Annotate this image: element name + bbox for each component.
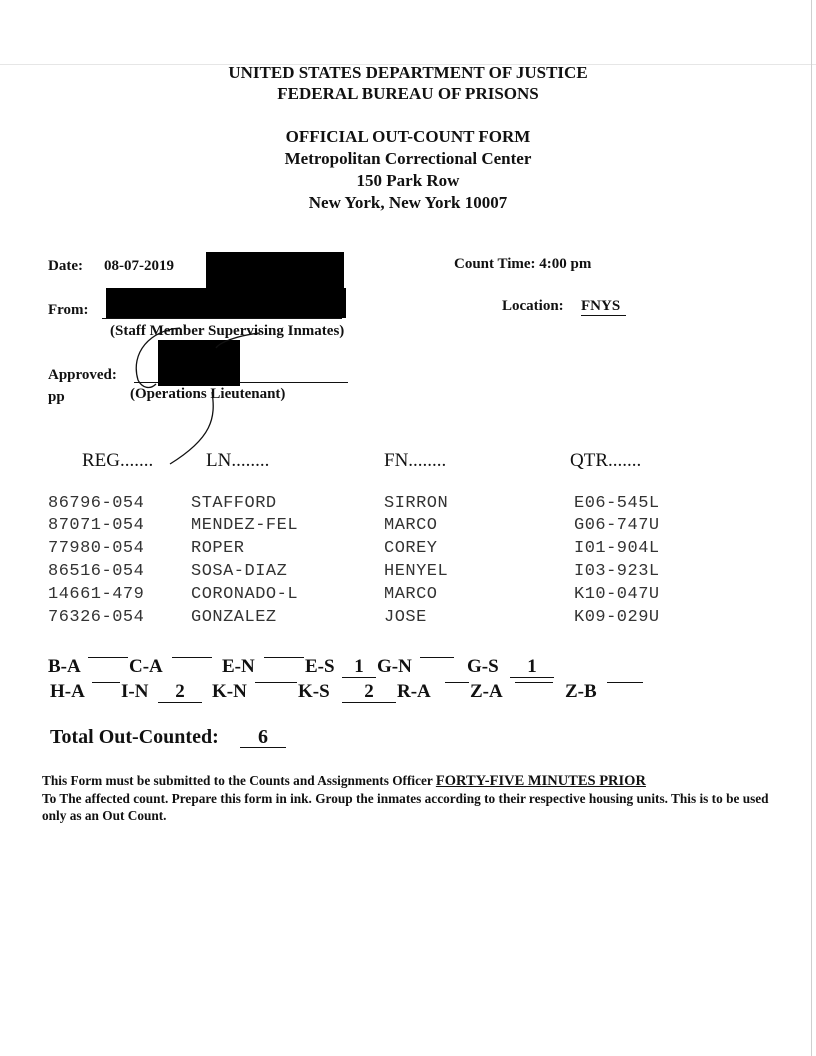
quarters: I03-923L — [574, 562, 660, 581]
pp-label: pp — [48, 389, 65, 405]
footer-text-a: This Form must be submitted to the Counts and Assignments Officer — [42, 773, 436, 788]
housing-label-k-s: K-S — [298, 681, 330, 702]
housing-value-z-a — [515, 682, 553, 683]
housing-value-k-n — [255, 682, 297, 683]
housing-value-e-n — [264, 657, 304, 658]
reg-number: 77980-054 — [48, 539, 145, 558]
last-name: STAFFORD — [191, 494, 277, 513]
approved-label: Approved: — [48, 367, 117, 383]
quarters: I01-904L — [574, 539, 660, 558]
quarters: E06-545L — [574, 494, 660, 513]
housing-value-i-n: 2 — [158, 682, 202, 703]
table-row — [0, 585, 816, 607]
housing-label-b-a: B-A — [48, 656, 81, 677]
housing-value-r-a — [445, 682, 469, 683]
facility-address-line2: New York, New York 10007 — [308, 193, 508, 212]
first-name: MARCO — [384, 585, 438, 604]
housing-label-e-n: E-N — [222, 656, 255, 677]
table-row — [0, 608, 816, 630]
quarters: G06-747U — [574, 516, 660, 535]
header-department: UNITED STATES DEPARTMENT OF JUSTICE — [228, 63, 588, 82]
staff-caption: (Staff Member Supervising Inmates) — [110, 323, 345, 339]
housing-label-i-n: I-N — [121, 681, 149, 702]
housing-label-k-n: K-N — [212, 681, 247, 702]
housing-label-e-s: E-S — [305, 656, 335, 677]
footer-text-b: To The affected count. Prepare this form in ink. Group the inmates according to their respective housing units. This is to be used only as an Out Count. — [42, 791, 769, 823]
lieutenant-caption: (Operations Lieutenant) — [130, 386, 286, 402]
count-time-label: Count Time: 4:00 pm — [454, 256, 592, 272]
location-label: Location: — [502, 298, 564, 314]
facility-address-line1: 150 Park Row — [356, 171, 460, 190]
quarters: K10-047U — [574, 585, 660, 604]
facility-name: Metropolitan Correctional Center — [284, 149, 532, 168]
redaction-block-from — [106, 288, 346, 318]
housing-label-z-a: Z-A — [470, 681, 503, 702]
total-value: 6 — [240, 727, 286, 748]
from-label: From: — [48, 302, 89, 318]
housing-label-h-a: H-A — [50, 681, 85, 702]
first-name: MARCO — [384, 516, 438, 535]
reg-number: 86796-054 — [48, 494, 145, 513]
housing-label-c-a: C-A — [129, 656, 163, 677]
col-header-qtr: QTR....... — [570, 450, 642, 471]
last-name: SOSA-DIAZ — [191, 562, 288, 581]
housing-label-z-b: Z-B — [565, 681, 597, 702]
housing-value-g-n — [420, 657, 454, 658]
last-name: CORONADO-L — [191, 585, 299, 604]
total-label: Total Out-Counted: — [50, 726, 219, 748]
housing-value-b-a — [88, 657, 128, 658]
table-row — [0, 562, 816, 584]
signature-scribble — [120, 318, 260, 468]
housing-value-c-a — [172, 657, 212, 658]
reg-number: 14661-479 — [48, 585, 145, 604]
date-label: Date: — [48, 258, 83, 274]
footer-notice — [42, 772, 782, 824]
last-name: ROPER — [191, 539, 245, 558]
location-value: FNYS — [581, 298, 626, 316]
form-title: OFFICIAL OUT-COUNT FORM — [285, 127, 531, 146]
table-row — [0, 539, 816, 561]
reg-number: 87071-054 — [48, 516, 145, 535]
housing-value-h-a — [92, 682, 120, 683]
header-bureau: FEDERAL BUREAU OF PRISONS — [277, 84, 539, 103]
housing-label-r-a: R-A — [397, 681, 431, 702]
reg-number: 86516-054 — [48, 562, 145, 581]
last-name: MENDEZ-FEL — [191, 516, 299, 535]
housing-value-g-s: 1 — [510, 657, 554, 678]
housing-label-g-n: G-N — [377, 656, 412, 677]
reg-number: 76326-054 — [48, 608, 145, 627]
housing-value-e-s: 1 — [342, 657, 376, 678]
housing-value-k-s: 2 — [342, 682, 396, 703]
housing-value-z-b — [607, 682, 643, 683]
col-header-fn: FN........ — [384, 450, 447, 471]
first-name: SIRRON — [384, 494, 449, 513]
col-header-ln: LN........ — [206, 450, 270, 471]
quarters: K09-029U — [574, 608, 660, 627]
date-value: 08-07-2019 — [104, 258, 174, 274]
footer-emphasis: FORTY-FIVE MINUTES PRIOR — [435, 773, 646, 789]
first-name: COREY — [384, 539, 438, 558]
table-row — [0, 494, 816, 516]
last-name: GONZALEZ — [191, 608, 277, 627]
housing-label-g-s: G-S — [467, 656, 499, 677]
col-header-reg: REG....... — [82, 450, 154, 471]
first-name: HENYEL — [384, 562, 449, 581]
table-row — [0, 516, 816, 538]
first-name: JOSE — [384, 608, 427, 627]
